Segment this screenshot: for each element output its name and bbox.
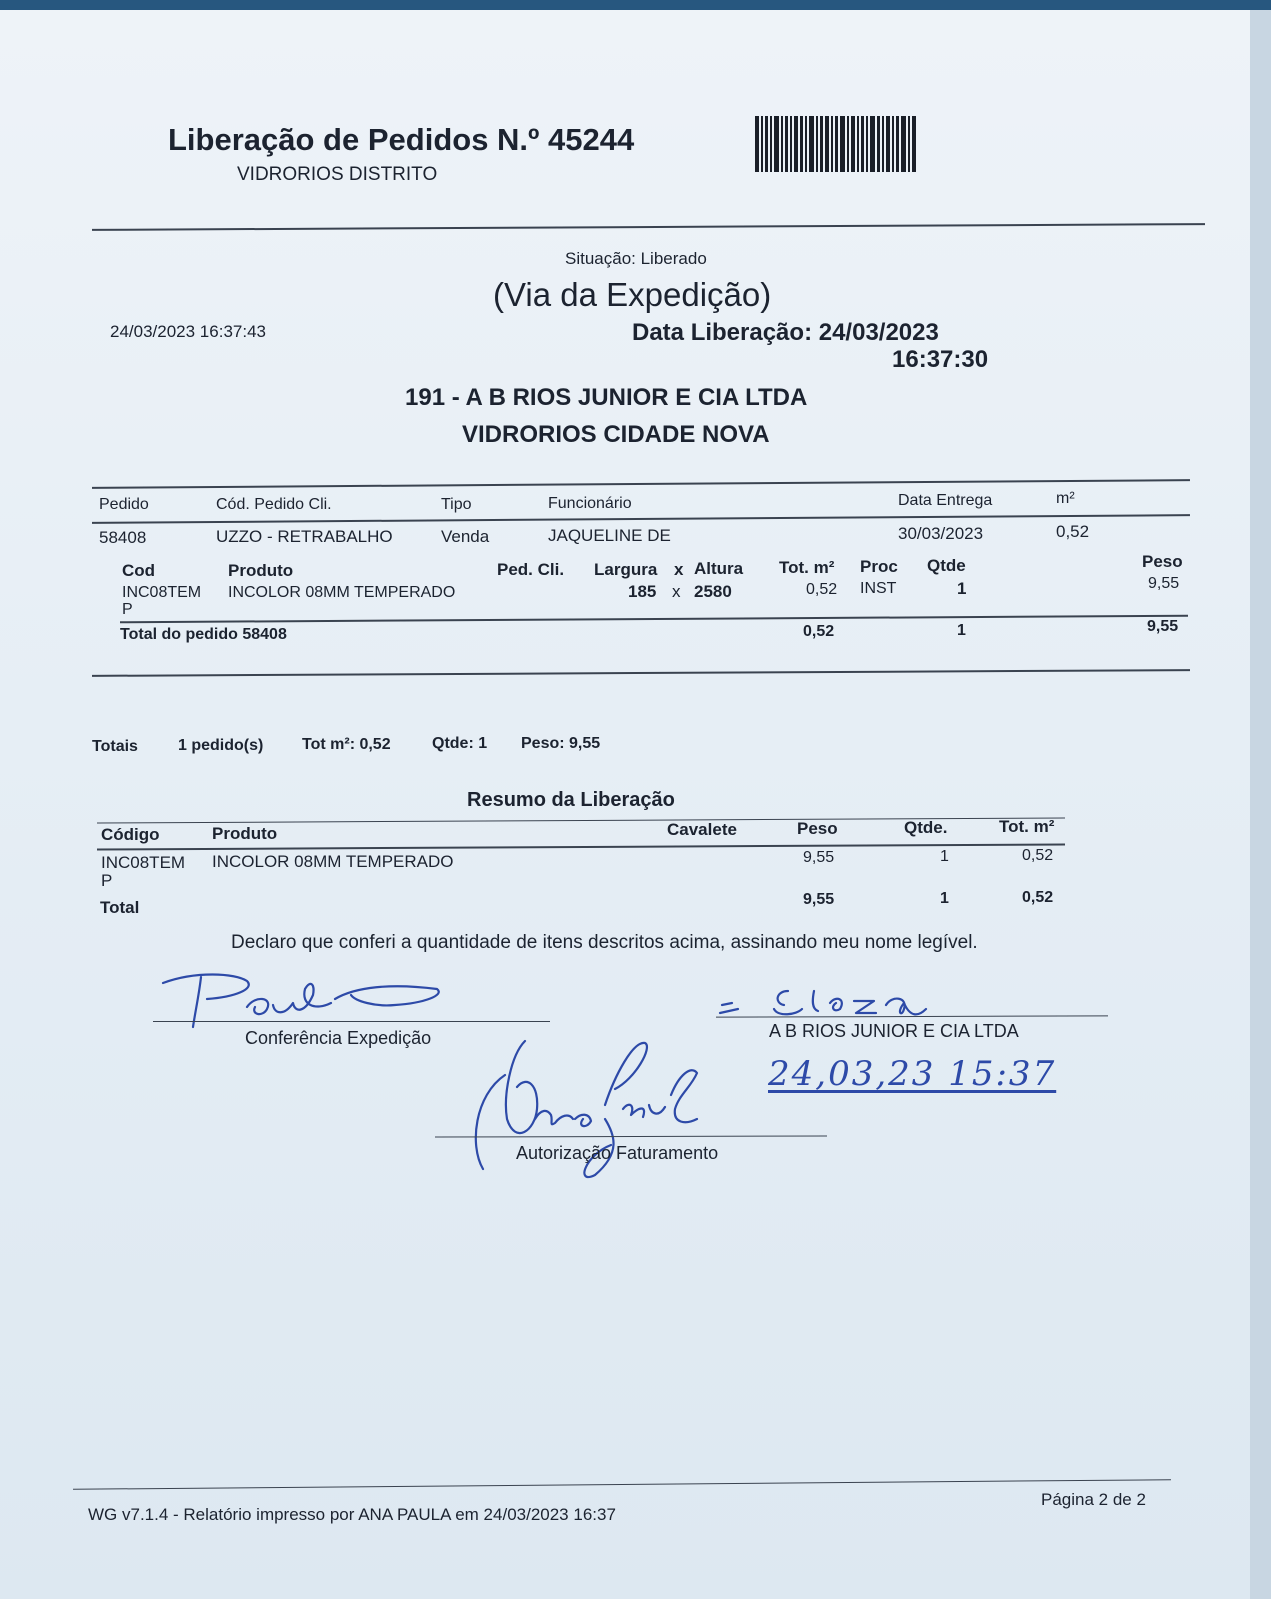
order-cod-pedido-cli: UZZO - RETRABALHO (216, 527, 393, 546)
resumo-row-produto: INCOLOR 08MM TEMPERADO (212, 852, 454, 871)
resumo-row-tot-m2: 0,52 (1022, 847, 1054, 864)
client-signature-label: A B RIOS JUNIOR E CIA LTDA (769, 1021, 1019, 1041)
totals-peso: Peso: 9,55 (521, 735, 601, 752)
status-label: Situação: Liberado (565, 249, 707, 268)
resumo-title: Resumo da Liberação (467, 789, 675, 811)
order-total-qtde: 1 (957, 622, 966, 639)
col-tipo: Tipo (441, 496, 472, 513)
printed-datetime: 24/03/2023 16:37:43 (110, 322, 266, 341)
item-qtde: 1 (957, 579, 967, 598)
item-cod-cont: P (122, 601, 133, 618)
declaration-text: Declaro que conferi a quantidade de itens descritos acima, assinando meu nome legível. (231, 932, 978, 953)
totals-label: Totais (92, 738, 138, 755)
item-peso: 9,55 (1148, 575, 1180, 592)
order-tipo: Venda (441, 527, 490, 546)
items-col-largura: Largura (594, 560, 658, 579)
resumo-col-cavalete: Cavalete (667, 820, 737, 839)
items-col-altura: Altura (694, 559, 744, 578)
order-m2: 0,52 (1056, 522, 1090, 541)
company-subtitle: VIDRORIOS DISTRITO (237, 164, 438, 185)
resumo-total-qtde: 1 (940, 890, 949, 907)
client-store: VIDRORIOS CIDADE NOVA (462, 421, 770, 448)
autorizacao-label: Autorização Faturamento (516, 1143, 719, 1163)
resumo-row-peso: 9,55 (803, 849, 835, 866)
document-title: Liberação de Pedidos N.º 45244 (168, 122, 635, 157)
items-col-qtde: Qtde (927, 556, 966, 575)
item-altura: 2580 (694, 582, 732, 601)
resumo-col-tot-m2: Tot. m² (999, 817, 1055, 836)
top-border (0, 0, 1271, 10)
footer-printed-by: WG v7.1.4 - Relatório impresso por ANA PAULA em 24/03/2023 16:37 (88, 1505, 616, 1524)
items-col-proc: Proc (860, 557, 898, 576)
items-col-tot-m2: Tot. m² (779, 558, 835, 577)
item-tot-m2: 0,52 (806, 581, 838, 598)
items-col-peso: Peso (1142, 552, 1183, 571)
resumo-total-tot-m2: 0,52 (1022, 889, 1054, 906)
release-time: 16:37:30 (892, 346, 989, 373)
client-name: 191 - A B RIOS JUNIOR E CIA LTDA (405, 384, 808, 411)
order-data-entrega: 30/03/2023 (898, 524, 984, 543)
item-cod: INC08TEM (122, 584, 202, 601)
totals-tot-m2: Tot m²: 0,52 (302, 736, 391, 753)
order-total-label: Total do pedido 58408 (120, 626, 287, 643)
item-x: x (672, 582, 681, 601)
resumo-row-codigo-cont: P (101, 871, 113, 890)
order-pedido: 58408 (99, 528, 147, 547)
col-funcionario: Funcionário (548, 495, 632, 512)
resumo-total-label: Total (100, 898, 140, 917)
conferencia-line (153, 1021, 550, 1022)
page-edge (1250, 10, 1271, 1599)
items-col-ped-cli: Ped. Cli. (497, 560, 565, 579)
resumo-row-codigo: INC08TEM (101, 853, 186, 872)
resumo-col-qtde: Qtde. (904, 818, 948, 837)
order-total-m2: 0,52 (803, 623, 835, 640)
totals-pedidos: 1 pedido(s) (178, 737, 264, 754)
barcode (755, 116, 950, 172)
resumo-col-produto: Produto (212, 824, 278, 843)
conferencia-label: Conferência Expedição (245, 1028, 432, 1048)
order-total-peso: 9,55 (1147, 618, 1179, 635)
resumo-col-peso: Peso (797, 819, 838, 838)
resumo-total-peso: 9,55 (803, 891, 835, 908)
via-label: (Via da Expedição) (493, 276, 772, 313)
col-pedido: Pedido (99, 496, 149, 513)
col-m2: m² (1056, 490, 1075, 507)
totals-qtde: Qtde: 1 (432, 735, 488, 752)
item-produto: INCOLOR 08MM TEMPERADO (228, 584, 456, 601)
item-largura: 185 (628, 582, 657, 601)
release-date: Data Liberação: 24/03/2023 (632, 319, 939, 346)
footer-page-number: Página 2 de 2 (1041, 1490, 1146, 1509)
col-data-entrega: Data Entrega (898, 492, 993, 509)
item-proc: INST (860, 580, 897, 597)
resumo-row-qtde: 1 (940, 848, 949, 865)
col-cod-pedido-cli: Cód. Pedido Cli. (216, 496, 332, 513)
items-col-x: x (674, 560, 684, 579)
order-funcionario: JAQUELINE DE (548, 526, 671, 545)
handwritten-datetime: 24,03,23 15:37 (768, 1054, 1057, 1094)
items-col-produto: Produto (228, 561, 294, 580)
items-col-cod: Cod (122, 561, 156, 580)
resumo-col-codigo: Código (101, 825, 160, 844)
